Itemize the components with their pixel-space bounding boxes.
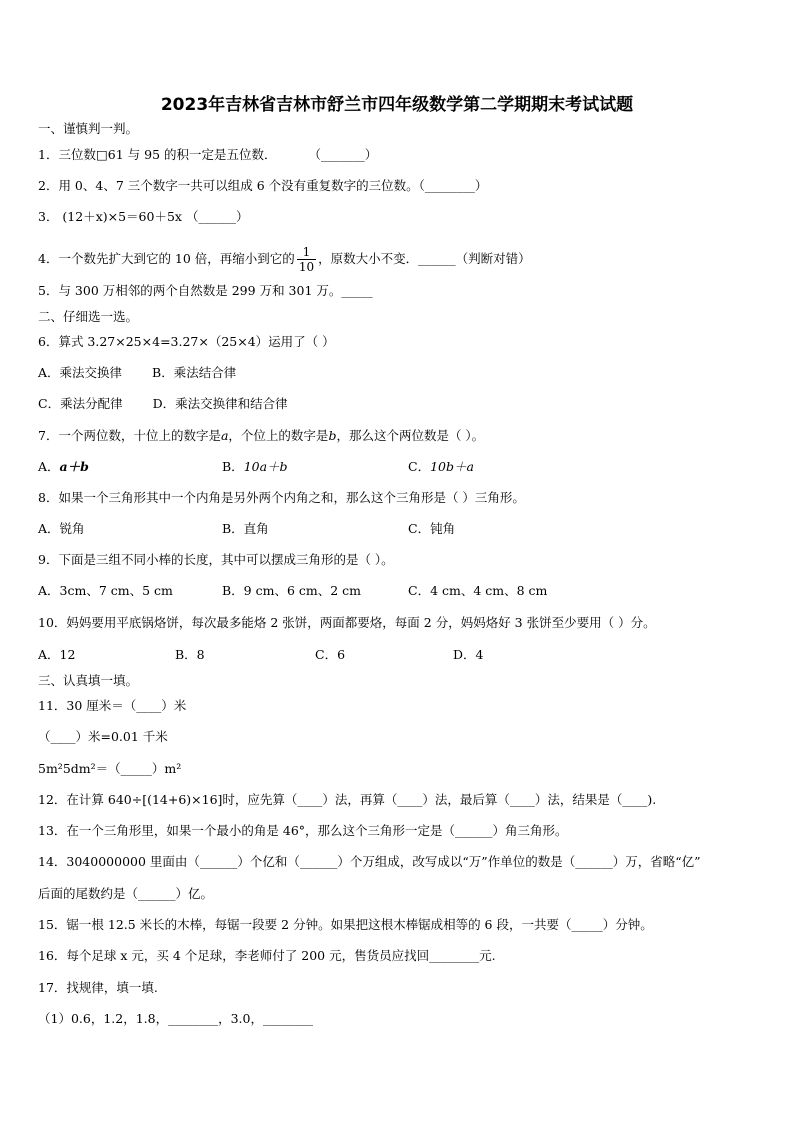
section-heading-2: 二、仔细选一选。 [38,309,139,324]
question-1 [38,147,377,163]
option-a[interactable]: A．乘法交换律 [38,365,123,380]
question-6-options-row1 [38,365,236,381]
question-7-text-post: ，那么这个两位数是（ ）。 [336,428,485,443]
option-c[interactable]: C．钝角 [408,521,456,536]
question-14-line2: 后面的尾数约是（______）亿。 [38,886,214,901]
option-c[interactable] [408,459,474,475]
question-9: 9．下面是三组不同小棒的长度，其中可以摆成三角形的是（ ）。 [38,552,394,567]
option-d[interactable]: D．4 [453,647,484,662]
question-7-text-mid: ，个位上的数字是 [228,428,329,443]
question-11-line1: 11．30 厘米＝（____）米 [38,698,187,713]
question-14-line1: 14．3040000000 里面由（______）个亿和（______）个万组成，改写成以“万”作单位的数是（______）万，省略“亿” [38,854,701,869]
option-a[interactable]: A．锐角 [38,521,85,536]
option-b[interactable]: B．9 cm、6 cm、2 cm [222,583,362,598]
variable-a: a [220,428,229,443]
option-c[interactable]: C．6 [315,647,346,662]
question-4-text-pre: 4．一个数先扩大到它的 10 倍，再缩小到它的 [38,251,295,266]
option-a-value: a＋b [59,459,89,474]
question-10: 10．妈妈要用平底锅烙饼，每次最多能烙 2 张饼，两面都要烙，每面 2 分，妈妈烙好 3 张饼至少要用（ ）分。 [38,615,656,630]
question-4-text-post: ，原数大小不变．______（判断对错） [318,251,531,266]
question-6: 6．算式 3.27×25×4=3.27×（25×4）运用了（ ） [38,334,335,349]
question-4 [38,245,531,274]
question-11-line2: （____）米=0.01 千米 [38,729,168,744]
question-12: 12．在计算 640÷[(14+6)×16]时，应先算（____）法，再算（____）法，最后算（____）法，结果是（____). [38,792,657,807]
page-title: 2023年吉林省吉林市舒兰市四年级数学第二学期期末考试试题 [160,95,634,115]
variable-b: b [328,428,337,443]
question-16: 16．每个足球 x 元，买 4 个足球，李老师付了 200 元，售货员应找回________元. [38,948,496,963]
option-d[interactable]: D．乘法交换律和结合律 [152,396,288,411]
option-b[interactable] [222,459,288,475]
question-15: 15．锯一根 12.5 米长的木棒，每锯一段要 2 分钟。如果把这根木棒锯成相等的 6 段，一共要（_____）分钟。 [38,917,653,932]
fraction-one-tenth [297,245,316,274]
question-11-line3: 5m²5dm²＝（_____）m² [38,761,182,776]
option-c[interactable]: C．乘法分配律 [38,396,123,411]
question-5: 5．与 300 万相邻的两个自然数是 299 万和 301 万。_____ [38,283,373,298]
question-13: 13．在一个三角形里，如果一个最小的角是 46°，那么这个三角形一定是（______）角三角形。 [38,823,568,838]
question-17-sub1: （1）0.6，1.2，1.8，________，3.0，________ [38,1011,313,1026]
fraction-numerator: 1 [302,245,311,259]
question-7 [38,428,484,444]
question-1-answer-blank[interactable]: （_______） [308,147,378,162]
option-b[interactable]: B．直角 [222,521,269,536]
question-8: 8．如果一个三角形其中一个内角是另外两个内角之和，那么这个三角形是（ ）三角形。 [38,490,525,505]
option-b[interactable]: B．乘法结合律 [152,365,237,380]
option-c-value: 10b＋a [430,459,474,474]
question-6-options-row2 [38,396,288,412]
option-a[interactable]: A．3cm、7 cm、5 cm [38,583,173,598]
question-7-text-pre: 7．一个两位数，十位上的数字是 [38,428,221,443]
option-a[interactable] [38,459,89,475]
option-b[interactable]: B．8 [175,647,205,662]
option-a[interactable]: A．12 [38,647,76,662]
option-b-value: 10a＋b [243,459,288,474]
option-a-label: A． [38,459,60,474]
fraction-denominator: 10 [298,260,315,274]
option-c-label: C． [408,459,431,474]
section-heading-3: 三、认真填一填。 [38,673,139,688]
question-17: 17．找规律，填一填. [38,980,158,995]
option-c[interactable]: C．4 cm、4 cm、8 cm [408,583,548,598]
question-1-text: 1．三位数□61 与 95 的积一定是五位数． [38,147,277,162]
question-2: 2．用 0、4、7 三个数字一共可以组成 6 个没有重复数字的三位数。（________） [38,178,488,193]
section-heading-1: 一、谨慎判一判。 [38,121,139,136]
question-3: 3． (12＋x)×5＝60＋5x （______） [38,209,249,224]
option-b-label: B． [222,459,244,474]
